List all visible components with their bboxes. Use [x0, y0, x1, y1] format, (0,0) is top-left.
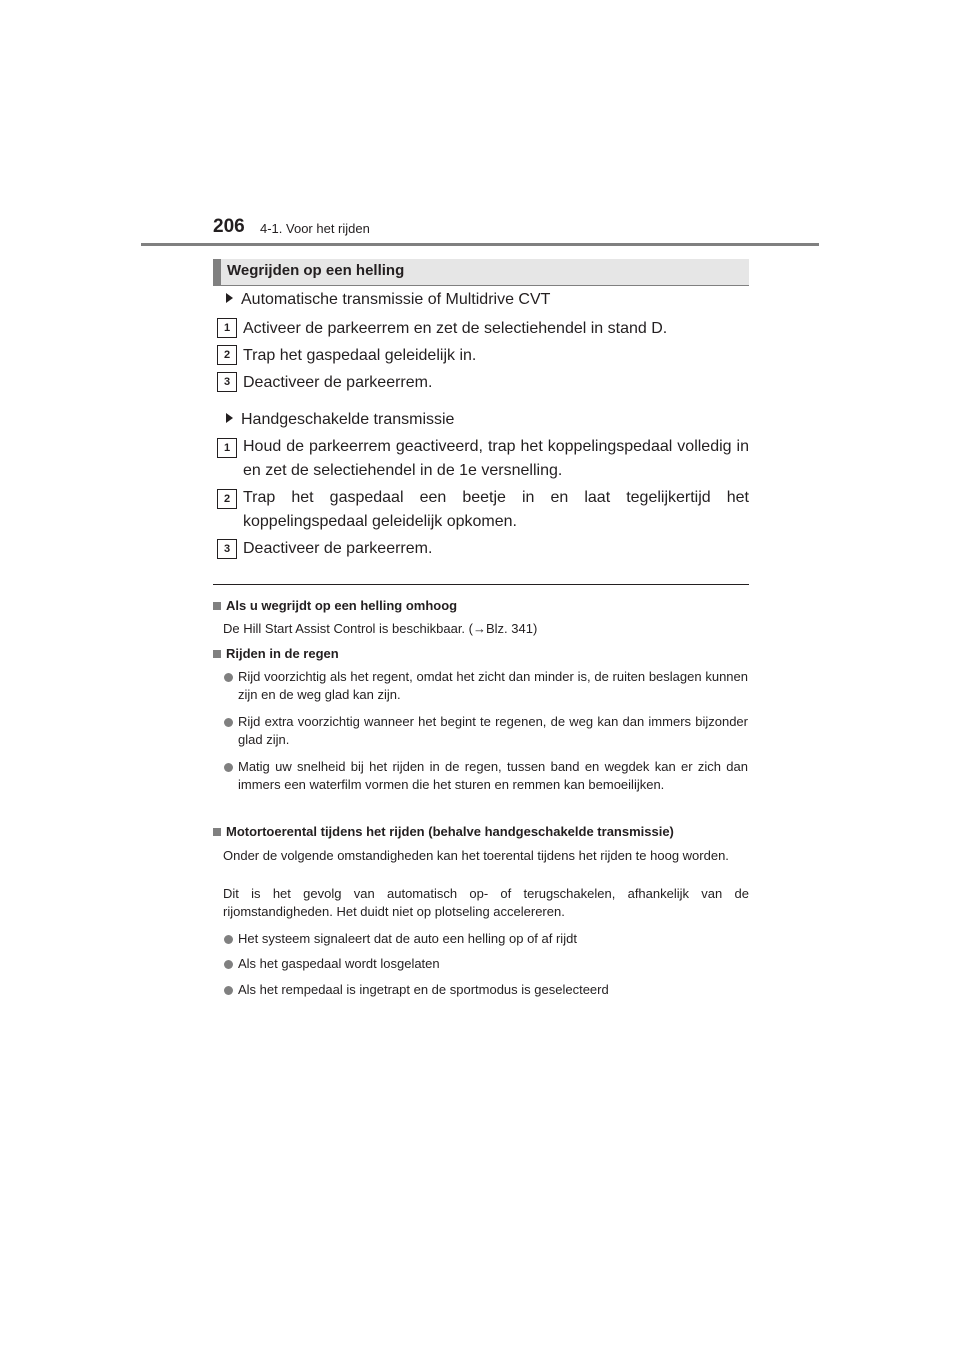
note-heading [213, 824, 674, 839]
bullet-dot-icon [224, 960, 233, 969]
step-number-badge: 2 [217, 489, 237, 509]
square-bullet-icon [213, 602, 221, 610]
step-text: Deactiveer de parkeerrem. [243, 540, 433, 557]
note-heading [213, 598, 457, 613]
arrow-right-icon [226, 413, 233, 423]
section-title: Wegrijden op een helling [227, 262, 405, 279]
bullet-text: Als het rempedaal is ingetrapt en de sportmodus is geselecteerd [238, 982, 609, 997]
note-body: De Hill Start Assist Control is beschikbaar. (→Blz. 341) [223, 621, 538, 636]
bullet-dot-icon [224, 763, 233, 772]
section-stripe [213, 259, 221, 285]
step-text: Trap het gaspedaal een beetje in en laat tegelijkertijd het koppelingspedaal geleidelijk opkomen. [243, 489, 749, 530]
step-number-badge: 2 [217, 345, 237, 365]
step-text: Deactiveer de parkeerrem. [243, 374, 433, 391]
step-text: Houd de parkeerrem geactiveerd, trap het koppelingspedaal volledig in en zet de selectiehendel in de 1e versnelling. [243, 438, 749, 479]
automatic-heading [226, 291, 550, 309]
chapter-title: 4-1. Voor het rijden [260, 221, 370, 236]
step-number-badge: 1 [217, 318, 237, 338]
arrow-right-icon [226, 293, 233, 303]
bullet-dot-icon [224, 935, 233, 944]
automatic-heading-text: Automatische transmissie of Multidrive CVT [241, 291, 551, 308]
bullet-dot-icon [224, 673, 233, 682]
step-text: Trap het gaspedaal geleidelijk in. [243, 347, 477, 364]
square-bullet-icon [213, 828, 221, 836]
bullet-text: Matig uw snelheid bij het rijden in de regen, tussen band en wegdek kan er zich dan immers een waterfilm vormen die het sturen en remmen kan bemoeilijken. [238, 759, 748, 792]
section-title-bar [213, 259, 749, 285]
bullet-text: Het systeem signaleert dat de auto een helling op of af rijdt [238, 931, 577, 946]
note-heading-text: Rijden in de regen [226, 646, 339, 661]
note-body: Onder de volgende omstandigheden kan het toerental tijdens het rijden te hoog worden. [223, 848, 729, 863]
header-rule [141, 243, 819, 246]
step-text: Activeer de parkeerrem en zet de selectiehendel in stand D. [243, 320, 668, 337]
square-bullet-icon [213, 650, 221, 658]
step-number-badge: 3 [217, 539, 237, 559]
bullet-text: Rijd voorzichtig als het regent, omdat het zicht dan minder is, de ruiten beslagen kunnen zijn en de weg glad kan zijn. [238, 669, 748, 702]
step-number-badge: 1 [217, 438, 237, 458]
bullet-dot-icon [224, 718, 233, 727]
note-heading-text: Als u wegrijdt op een helling omhoog [226, 598, 458, 613]
bullet-dot-icon [224, 986, 233, 995]
manual-heading-text: Handgeschakelde transmissie [241, 411, 455, 428]
page-number: 206 [213, 216, 245, 237]
step-number-badge: 3 [217, 372, 237, 392]
manual-heading [226, 411, 454, 429]
note-heading [213, 646, 339, 661]
bullet-text: Als het gaspedaal wordt losgelaten [238, 956, 440, 971]
section-underline [213, 285, 749, 286]
note-heading-text: Motortoerental tijdens het rijden (behalve handgeschakelde transmissie) [226, 824, 674, 839]
notes-divider [213, 584, 749, 585]
note-body: Dit is het gevolg van automatisch op- of terugschakelen, afhankelijk van de rijomstandigheden. Het duidt niet op plotseling accelereren. [223, 886, 749, 919]
bullet-text: Rijd extra voorzichtig wanneer het begint te regenen, de weg kan dan immers bijzonder glad zijn. [238, 714, 748, 747]
